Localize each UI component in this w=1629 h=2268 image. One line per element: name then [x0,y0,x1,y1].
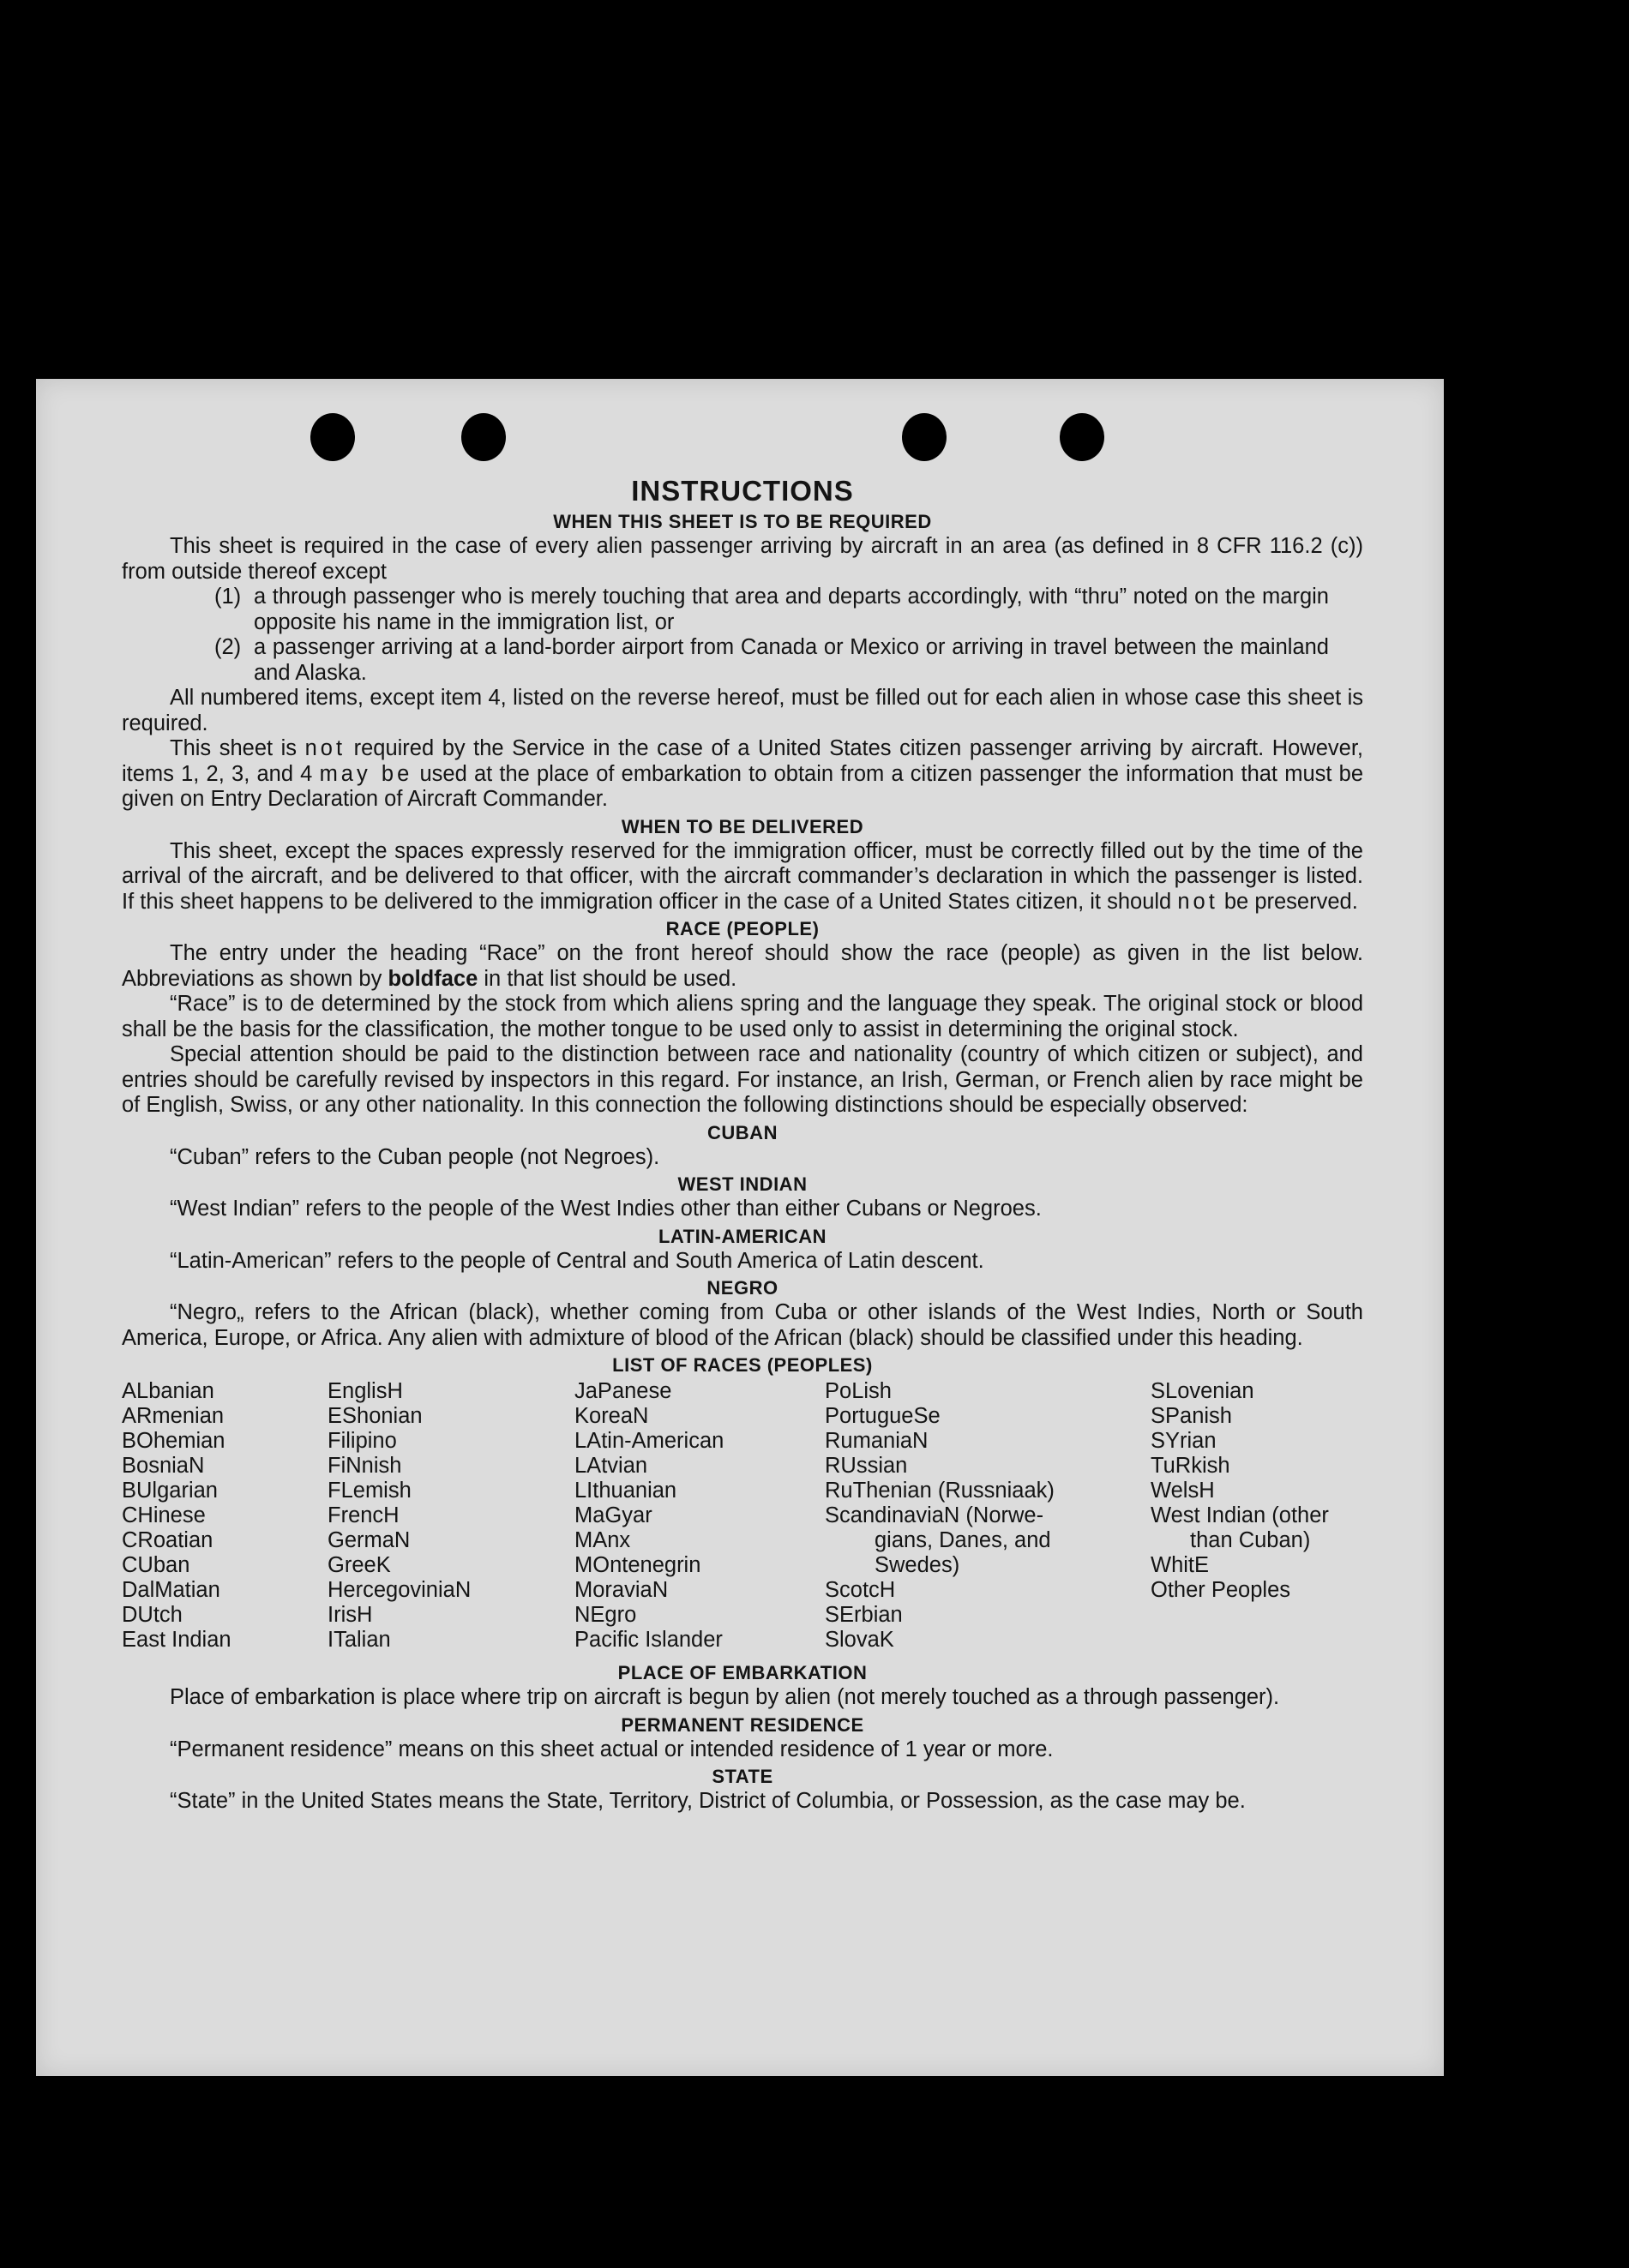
race-item: MaGyar [574,1503,652,1527]
section-heading-when-required: WHEN THIS SHEET IS TO BE REQUIRED [553,511,932,532]
race-item-continued: than Cuban) [1190,1528,1311,1552]
race-item: DUtch [122,1603,183,1627]
paragraph [122,839,1363,915]
race-item: LAtin-American [574,1429,724,1453]
paragraph: Place of embarkation is place where trip on aircraft is begun by alien (not merely touched as a through passenger). [170,1685,1280,1709]
section-heading-latin-american: LATIN-AMERICAN [658,1225,827,1247]
race-item: RuThenian (Russniaak) [825,1479,1055,1503]
race-list [122,1379,1363,1659]
document-sheet [36,379,1444,2076]
section-heading-place-of-embarkation: PLACE OF EMBARKATION [617,1662,868,1683]
race-item: PoLish [825,1379,892,1403]
race-item: GermaN [328,1528,411,1552]
item-text: a through passenger who is merely touching that area and departs accordingly, with “thru” noted on the margin opposite his name in the immigration list, or [254,585,1329,634]
paragraph: “Permanent residence” means on this sheet actual or intended residence of 1 year or more. [170,1737,1054,1761]
race-item: KoreaN [574,1404,649,1428]
section-heading-negro: NEGRO [706,1277,778,1299]
race-item: ITalian [328,1628,391,1652]
text-run: used at the place of embarkation to obtain from a citizen passenger the information that must be given on Entry Declaration of Aircraft Commander. [122,761,1364,811]
race-column-5 [1151,1379,1329,1603]
race-item: CUban [122,1553,190,1577]
race-item: BOhemian [122,1429,225,1453]
exception-item-2 [122,635,1329,686]
paragraph: “Negro„ refers to the African (black), whether coming from Cuba or other islands of the West Indies, North or South America, Europe, or Africa. Any alien with admixture of blood of the African (black) should be classified under this heading. [122,1300,1363,1350]
race-item: BUlgarian [122,1479,218,1503]
race-item: EnglisH [328,1379,403,1403]
race-item: NEgro [574,1603,637,1627]
race-item: FiNnish [328,1454,402,1478]
race-column-4 [825,1379,1055,1653]
race-item: MOntenegrin [574,1553,701,1577]
race-item: ALbanian [122,1379,214,1403]
paragraph: “State” in the United States means the State, Territory, District of Columbia, or Possession, as the case may be. [170,1789,1246,1813]
race-item: Pacific Islander [574,1628,723,1652]
punch-hole [461,413,506,461]
paragraph: “Latin-American” refers to the people of Central and South America of Latin descent. [170,1248,984,1273]
text-run: in that list should be used. [484,966,737,991]
race-item: MoraviaN [574,1578,669,1602]
race-item: RUssian [825,1454,908,1478]
section-heading-cuban: CUBAN [707,1121,778,1143]
race-item: IrisH [328,1603,373,1627]
race-item: West Indian (other [1151,1503,1329,1527]
race-item: LAtvian [574,1454,648,1478]
race-item: SLovenian [1151,1379,1254,1403]
race-item: GreeK [328,1553,391,1577]
race-item: WelsH [1151,1479,1215,1503]
paragraph [122,736,1363,813]
race-item: ScotcH [825,1578,896,1602]
race-item: Filipino [328,1429,397,1453]
race-item: Other Peoples [1151,1578,1291,1602]
race-item: SYrian [1151,1429,1217,1453]
race-item: EShonian [328,1404,423,1428]
paragraph [122,941,1363,992]
punch-hole [902,413,947,461]
race-item: TuRkish [1151,1454,1230,1478]
instructions-content [122,475,1363,1815]
text-run: be preserved. [1223,889,1358,914]
section-heading-west-indian: WEST INDIAN [677,1173,808,1195]
paragraph: “Race” is to de determined by the stock from which aliens spring and the language they speak. The original stock or blood shall be the basis for the classification, the mother tongue to be used only to assist in determining the original stock. [122,992,1363,1041]
spaced-word: not [1177,889,1218,914]
race-item: JaPanese [574,1379,672,1403]
paragraph: “Cuban” refers to the Cuban people (not Negroes). [170,1144,660,1169]
text-run: This sheet, except the spaces expressly reserved for the immigration officer, must be correctly filled out by the time of the arrival of the aircraft, and be delivered to that officer, with the aircraft commander’s declaration in which the passenger is listed. If this sheet happens to be delivered to the immigration officer in the case of a United States citizen, it should [122,838,1363,914]
race-item: FrencH [328,1503,400,1527]
section-heading-race: RACE (PEOPLE) [665,918,820,939]
paragraph: “West Indian” refers to the people of the West Indies other than either Cubans or Negroes. [170,1197,1042,1221]
item-number: (2) [214,635,242,659]
page-title: INSTRUCTIONS [631,475,854,507]
punch-hole [1060,413,1104,461]
race-item: ScandinaviaN (Norwe- [825,1503,1044,1527]
punch-hole [310,413,355,461]
paragraph: This sheet is required in the case of every alien passenger arriving by aircraft in an area (as defined in 8 CFR 116.2 (c)) from outside thereof except [122,534,1363,584]
race-item: HercegoviniaN [328,1578,472,1602]
race-item-continued: gians, Danes, and [875,1528,1051,1552]
text-run: required by the Service in the case of a United States citizen passenger arriving by aircraft. However, items 1, 2, 3, and 4 [122,736,1363,786]
race-item: RumaniaN [825,1429,929,1453]
spaced-word: not [304,736,346,760]
section-heading-state: STATE [712,1766,773,1787]
section-heading-when-delivered: WHEN TO BE DELIVERED [621,815,864,837]
race-item-continued: Swedes) [875,1553,960,1577]
exception-item-1 [122,585,1329,635]
spaced-word: may be [319,761,413,786]
race-item: BosniaN [122,1454,205,1478]
paragraph: Special attention should be paid to the distinction between race and nationality (country of which citizen or subject), and entries should be carefully revised by inspectors in this regard. For instance, an Irish, German, or French alien by race might be of English, Swiss, or any other nationality. In this connection the following distinctions should be especially observed: [122,1042,1363,1117]
race-item: CRoatian [122,1528,213,1552]
text-run: The entry under the heading “Race” on the front hereof should show the race (people) as given in the list below. Abbreviations as shown by [122,941,1363,991]
section-heading-list-of-races: LIST OF RACES (PEOPLES) [612,1354,873,1376]
race-item: DalMatian [122,1578,220,1602]
text-run: This sheet is [170,736,298,760]
race-item: WhitE [1151,1553,1210,1577]
section-heading-permanent-residence: PERMANENT RESIDENCE [621,1713,864,1736]
paragraph: All numbered items, except item 4, listed on the reverse hereof, must be filled out for each alien in whose case this sheet is required. [122,686,1363,735]
race-item: MAnx [574,1528,631,1552]
race-item: SlovaK [825,1628,894,1652]
race-item: LIthuanian [574,1479,677,1503]
race-item: FLemish [328,1479,412,1503]
item-number: (1) [214,585,242,609]
race-item: PortugueSe [825,1404,941,1428]
race-item: East Indian [122,1628,231,1652]
race-item: CHinese [122,1503,206,1527]
boldface-word: boldface [388,966,478,991]
race-item: SErbian [825,1603,903,1627]
race-column-2 [328,1379,471,1653]
item-text: a passenger arriving at a land-border airport from Canada or Mexico or arriving in travel between the mainland and Alaska. [254,635,1329,685]
race-column-3 [574,1379,724,1653]
race-item: SPanish [1151,1404,1232,1428]
race-column-1 [122,1379,231,1653]
race-item: ARmenian [122,1404,225,1428]
